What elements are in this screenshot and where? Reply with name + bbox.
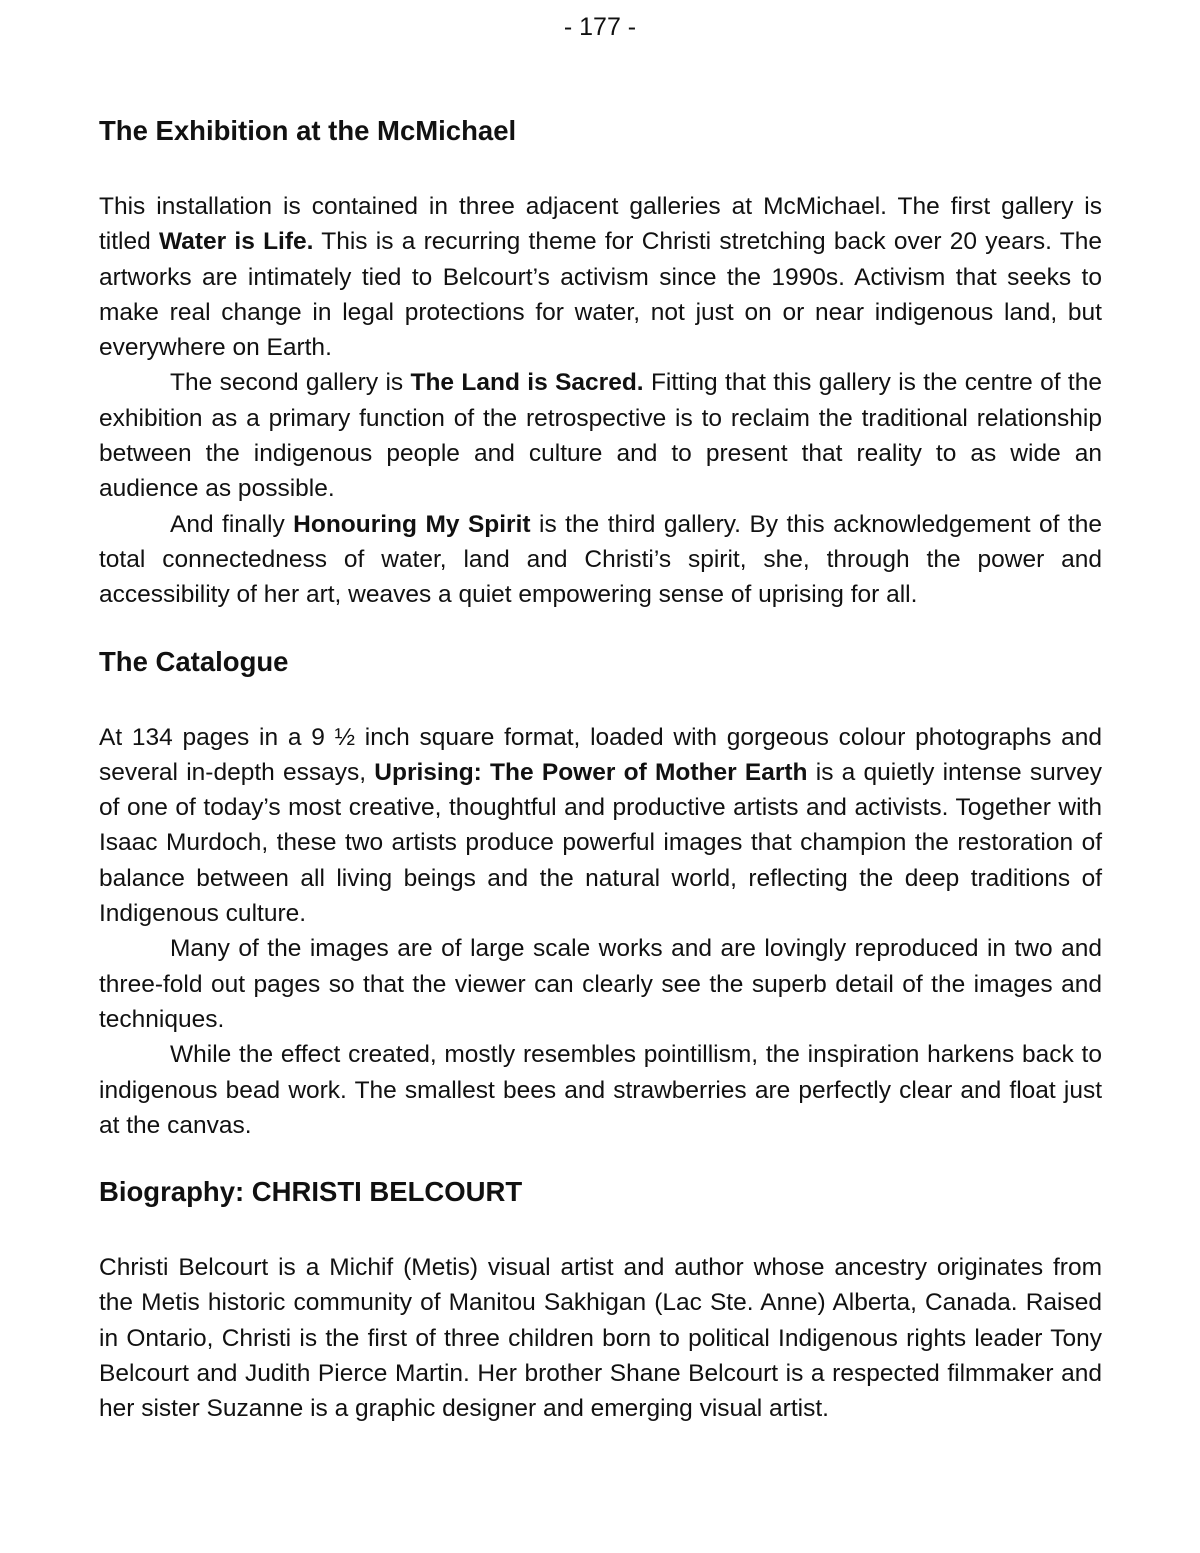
paragraph: This installation is contained in three adjacent galleries at McMichael. The first gallery is titled Water is Life. This is a recurring theme for Christi stretching back over 20 years. The artworks are intimately tied to Belcourt’s activism since the 1990s. Activism that seeks to make real change in legal protections for water, not just on or near indigenous land, but everywhere on Earth. [99, 193, 1102, 362]
section-biography [99, 1172, 1102, 1426]
paragraph: And finally Honouring My Spirit is the third gallery. By this acknowledgement of the total connectedness of water, land and Christi’s spirit, she, through the power and accessibility of her art, weaves a quiet empowering sense of uprising for all. [99, 510, 1102, 609]
paragraph: While the effect created, mostly resembles pointillism, the inspiration harkens back to indigenous bead work. The smallest bees and strawberries are perfectly clear and float just at the canvas. [99, 1041, 1102, 1139]
bold-title: The Land is Sacred. [410, 369, 644, 397]
bold-title: Honouring My Spirit [293, 510, 531, 538]
section-heading: The Exhibition at the McMichael [99, 115, 517, 146]
paragraph: The second gallery is The Land is Sacred. Fitting that this gallery is the centre of the exhibition as a primary function of the retrospective is to reclaim the traditional relationship between the indigenous people and culture and to present that reality to as wide an audience as possible. [99, 369, 1102, 503]
paragraph: At 134 pages in a 9 ½ inch square format, loaded with gorgeous colour photographs and several in-depth essays, Uprising: The Power of Mother Earth is a quietly intense survey of one of today’s most creative, thoughtful and productive artists and activists. Together with Isaac Murdoch, these two artists produce powerful images that champion the restoration of balance between all living beings and the natural world, reflecting the deep traditions of Indigenous culture. [99, 723, 1103, 928]
page-number: - 177 - [563, 13, 637, 41]
paragraph: Many of the images are of large scale works and are lovingly reproduced in two and three-fold out pages so that the viewer can clearly see the superb detail of the images and techniques. [99, 935, 1102, 1033]
section-catalogue [99, 642, 1102, 1144]
paragraph: Christi Belcourt is a Michif (Metis) visual artist and author whose ancestry originates from the Metis historic community of Manitou Sakhigan (Lac Ste. Anne) Alberta, Canada. Raised in Ontario, Christi is the first of three children born to political Indigenous rights leader Tony Belcourt and Judith Pierce Martin. Her brother Shane Belcourt is a respected filmmaker and her sister Suzanne is a graphic designer and emerging visual artist. [99, 1254, 1102, 1423]
bold-title: Water is Life. [159, 228, 314, 256]
section-exhibition [99, 111, 1102, 613]
bold-title: Uprising: The Power of Mother Earth [374, 758, 808, 786]
section-heading: The Catalogue [99, 645, 289, 677]
page-content [99, 111, 1102, 1427]
section-heading: Biography: CHRISTI BELCOURT [99, 1176, 523, 1208]
